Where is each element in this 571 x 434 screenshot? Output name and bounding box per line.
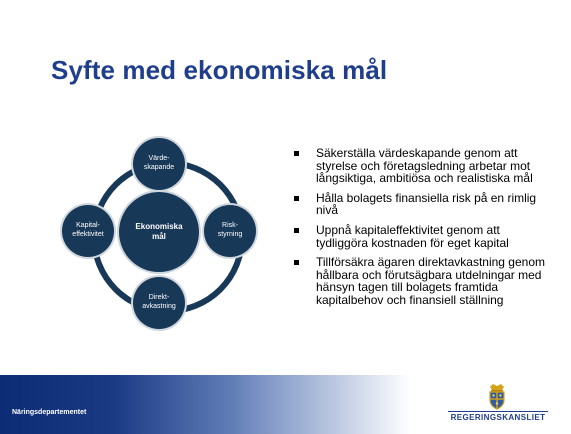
diagram-node-bottom [133, 277, 185, 329]
diagram-node-left-label: Kapital- effektivitet [72, 222, 104, 238]
diagram-node-top [133, 138, 185, 190]
square-bullet-icon [294, 151, 299, 156]
department-name: Näringsdepartementet [12, 409, 87, 416]
diagram-center-node [119, 192, 199, 272]
diagram-center-label: Ekonomiska mål [135, 222, 183, 241]
square-bullet-icon [294, 196, 299, 201]
bullet-item [294, 147, 548, 185]
bullet-text: Säkerställa värdeskapande genom att styrelse och företagsledning arbetar mot långsiktiga, ambitiösa och realistiska mål [316, 146, 533, 186]
diagram-node-bottom-label: Direkt- avkastning [142, 294, 176, 310]
slide-title: Syfte med ekonomiska mål [51, 55, 388, 85]
bullet-item [294, 192, 548, 217]
crown-crest-icon [486, 382, 508, 410]
brand-name: REGERINGSKANSLIET [450, 413, 546, 422]
bullet-text: Hålla bolagets finansiella risk på en rimlig nivå [316, 190, 537, 218]
diagram-node-left [62, 205, 114, 257]
bullet-text: Tillförsäkra ägaren direktavkastning genom hållbara och förutsägbara utdelningar med hänsyn tagen till bolagets framtida kapitalbehov och finansiell ställning [316, 255, 546, 307]
diagram-node-right-label: Risk- styrning [217, 222, 243, 238]
square-bullet-icon [294, 260, 299, 265]
bullet-item [294, 256, 548, 306]
objectives-diagram [50, 130, 280, 330]
purpose-bullet-list [294, 147, 548, 314]
diagram-node-right [204, 205, 256, 257]
square-bullet-icon [294, 228, 299, 233]
brand-rule [448, 411, 548, 412]
diagram-node-top-label: Värde- skapande [143, 155, 175, 171]
bullet-item [294, 224, 548, 249]
bullet-text: Uppnå kapitaleffektivitet genom att tydliggöra kostnaden för eget kapital [316, 222, 509, 250]
